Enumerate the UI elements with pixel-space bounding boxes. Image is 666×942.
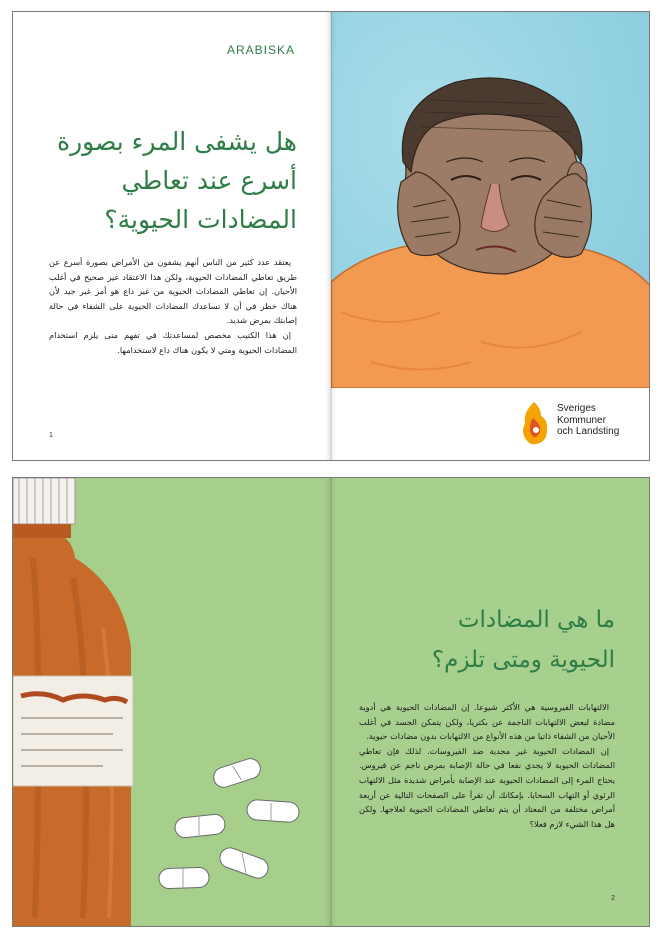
paragraph: إن هذا الكتيب مخصص لمساعدتك في تفهم متى يلزم استخدام المضادات الحيوية ومتي لا يكون هناك داع لاستخدامها. bbox=[49, 329, 297, 355]
paragraph: الالتهابات الفيروسية هي الأكثر شيوعا. إن المضادات الحيوية هي أدوية مضادة لبعض الالتهابات الناجمة عن بكتريا، ولكن يتمكن الجسد في أغلب الأحيان من الشفاء ذاتيا من هذه الأنواع من الالتهابات بدون مضادات حيوية. bbox=[359, 702, 615, 742]
page-title bbox=[355, 600, 615, 680]
flame-icon bbox=[517, 400, 551, 446]
title-line: ما هي المضادات bbox=[457, 607, 615, 633]
page-what-are-antibiotics bbox=[331, 478, 650, 926]
medicine-bottle-illustration bbox=[13, 478, 331, 926]
spread-cover bbox=[12, 11, 650, 461]
page-intro bbox=[13, 12, 331, 460]
logo-line: Sveriges bbox=[557, 403, 596, 414]
title-line: المضادات الحيوية؟ bbox=[104, 205, 297, 234]
sick-child-illustration bbox=[331, 12, 650, 388]
title-line: هل يشفى المرء بصورة bbox=[57, 127, 297, 156]
language-label: ARABISKA bbox=[226, 43, 295, 57]
page-bottle-illustration bbox=[13, 478, 331, 926]
spread-inner bbox=[12, 477, 650, 927]
page-number: 2 bbox=[611, 895, 615, 902]
antibiotics-body bbox=[359, 700, 615, 831]
page-title bbox=[37, 122, 297, 239]
title-line: أسرع عند تعاطي bbox=[121, 166, 297, 195]
logo-line: Kommuner bbox=[557, 414, 606, 426]
page-number: 1 bbox=[49, 432, 53, 439]
paragraph: يعتقد عدد كثير من الناس أنهم يشفون من الأمراض بصورة أسرع عن طريق تعاطي المضادات الحيوية، ولكن هذا الاعتقاد غير صحيح في أغلب الأحيان. إن تعاطي المضادات الحيوية من غير داع هو أمر غير جيد لأن هناك خطر في أن لا تساعدك المضادات الحيوية على الشفاء في حالة إصابتك بمرض شديد. bbox=[49, 257, 297, 326]
logo-text bbox=[557, 403, 619, 438]
pill bbox=[159, 756, 300, 889]
page-cover-illustration bbox=[331, 12, 650, 460]
paragraph: إن المضادات الحيوية غير مجدية ضد الفيروسات. لذلك فإن تعاطي المضادات الحيوية لا يجدي نفعا في حالة الإصابة بمرض ناجم عن فيروس. يحتاج المرء إلى المضادات الحيوية عند الإصابة بأمراض شديدة مثل الالتهاب الرئوي أو التهاب السحايا. بإمكانك أن تقرأ على الصفحات التالية عن أربعة أمراض مختلفة من المعتاد أن يتم تعاطي المضادات الحيوية لعلاجها. ولكن هل هذا الشيء لازم فعلا؟ bbox=[359, 745, 615, 829]
title-line: الحيوية ومتى تلزم؟ bbox=[431, 647, 615, 673]
skl-logo bbox=[517, 400, 637, 448]
logo-line: och Landsting bbox=[557, 426, 620, 437]
intro-body bbox=[49, 255, 297, 357]
